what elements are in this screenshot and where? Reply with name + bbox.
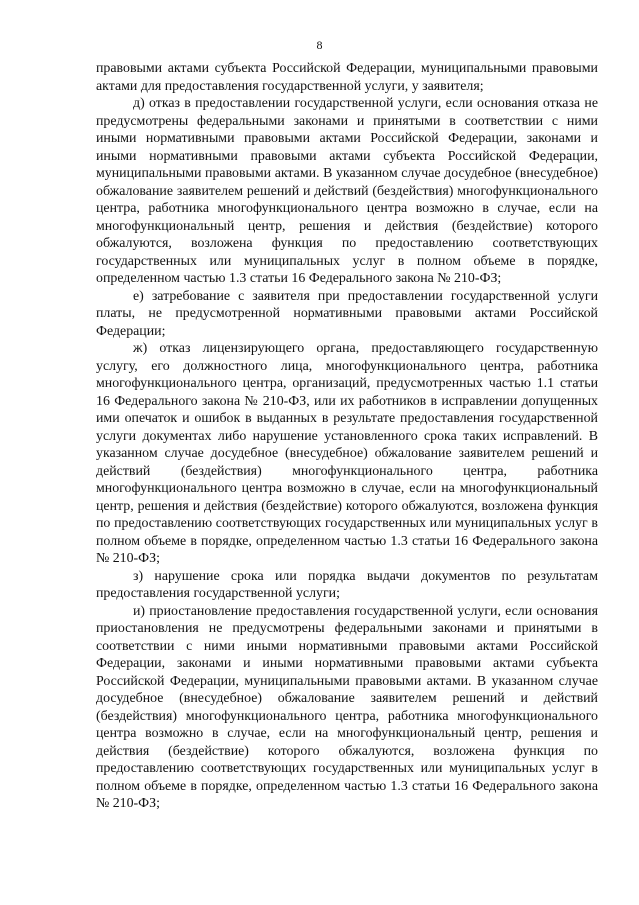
paragraph-item-z: з) нарушение срока или порядка выдачи документов по результатам предоставления государственной услуги; [96,568,598,601]
page-number: 8 [316,38,323,52]
paragraph-item-i: и) приостановление предоставления государственной услуги, если основания приостановления не предусмотрены федеральными законами и принятыми в соответствии с ними иными нормативными правовыми актами Российской Федерации, законами и иными нормативными правовыми актами субъекта Российской Федерации, муниципальными правовыми актами. В указанном случае досудебное (внесудебное) обжалование заявителем решений и действий (бездействия) многофункционального центра, работника многофункционального центра возможно в случае, если на многофункциональный центр, решения и действия (бездействие) которого обжалуются, возложена функция по предоставлению соответствующих государственных или муниципальных услуг в полном объеме в порядке, определенном частью 1.3 статьи 16 Федерального закона № 210-ФЗ; [96,603,598,811]
paragraph-continuation: правовыми актами субъекта Российской Федерации, муниципальными правовыми актами для предоставления государственной услуги, у заявителя; [96,61,598,94]
paragraph-item-d: д) отказ в предоставлении государственной услуги, если основания отказа не предусмотрены федеральными законами и принятыми в соответствии с ними иными нормативными правовыми актами Российской Федерации, законами и иными нормативными правовыми актами субъекта Российской Федерации, муниципальными правовыми актами. В указанном случае досудебное (внесудебное) обжалование заявителем решений и действий (бездействия) многофункционального центра, работника многофункционального центра возможно в случае, если на многофункциональный центр, решения и действия (бездействие) которого обжалуются, возложена функция по предоставлению соответствующих государственных или муниципальных услуг в полном объеме в порядке, определенном частью 1.3 статьи 16 Федерального закона № 210-ФЗ; [96,96,598,286]
document-body [96,60,598,813]
paragraph-item-e: е) затребование с заявителя при предоставлении государственной услуги платы, не предусмотренной нормативными правовыми актами Российской Федерации; [96,288,598,339]
paragraph-item-zh: ж) отказ лицензирующего органа, предоставляющего государственную услугу, его должностного лица, многофункционального центра, работника многофункционального центра, организаций, предусмотренных частью 1.1 статьи 16 Федерального закона № 210-ФЗ, или их работников в исправлении допущенных ими опечаток и ошибок в выданных в результате предоставления государственной услуги документах либо нарушение установленного срока таких исправлений. В указанном случае досудебное (внесудебное) обжалование заявителем решений и действий (бездействия) многофункционального центра, работника многофункционального центра возможно в случае, если на многофункциональный центр, решения и действия (бездействие) которого обжалуются, возложена функция по предоставлению соответствующих государственных или муниципальных услуг в полном объеме в порядке, определенном частью 1.3 статьи 16 Федерального закона № 210-ФЗ; [96,341,598,566]
